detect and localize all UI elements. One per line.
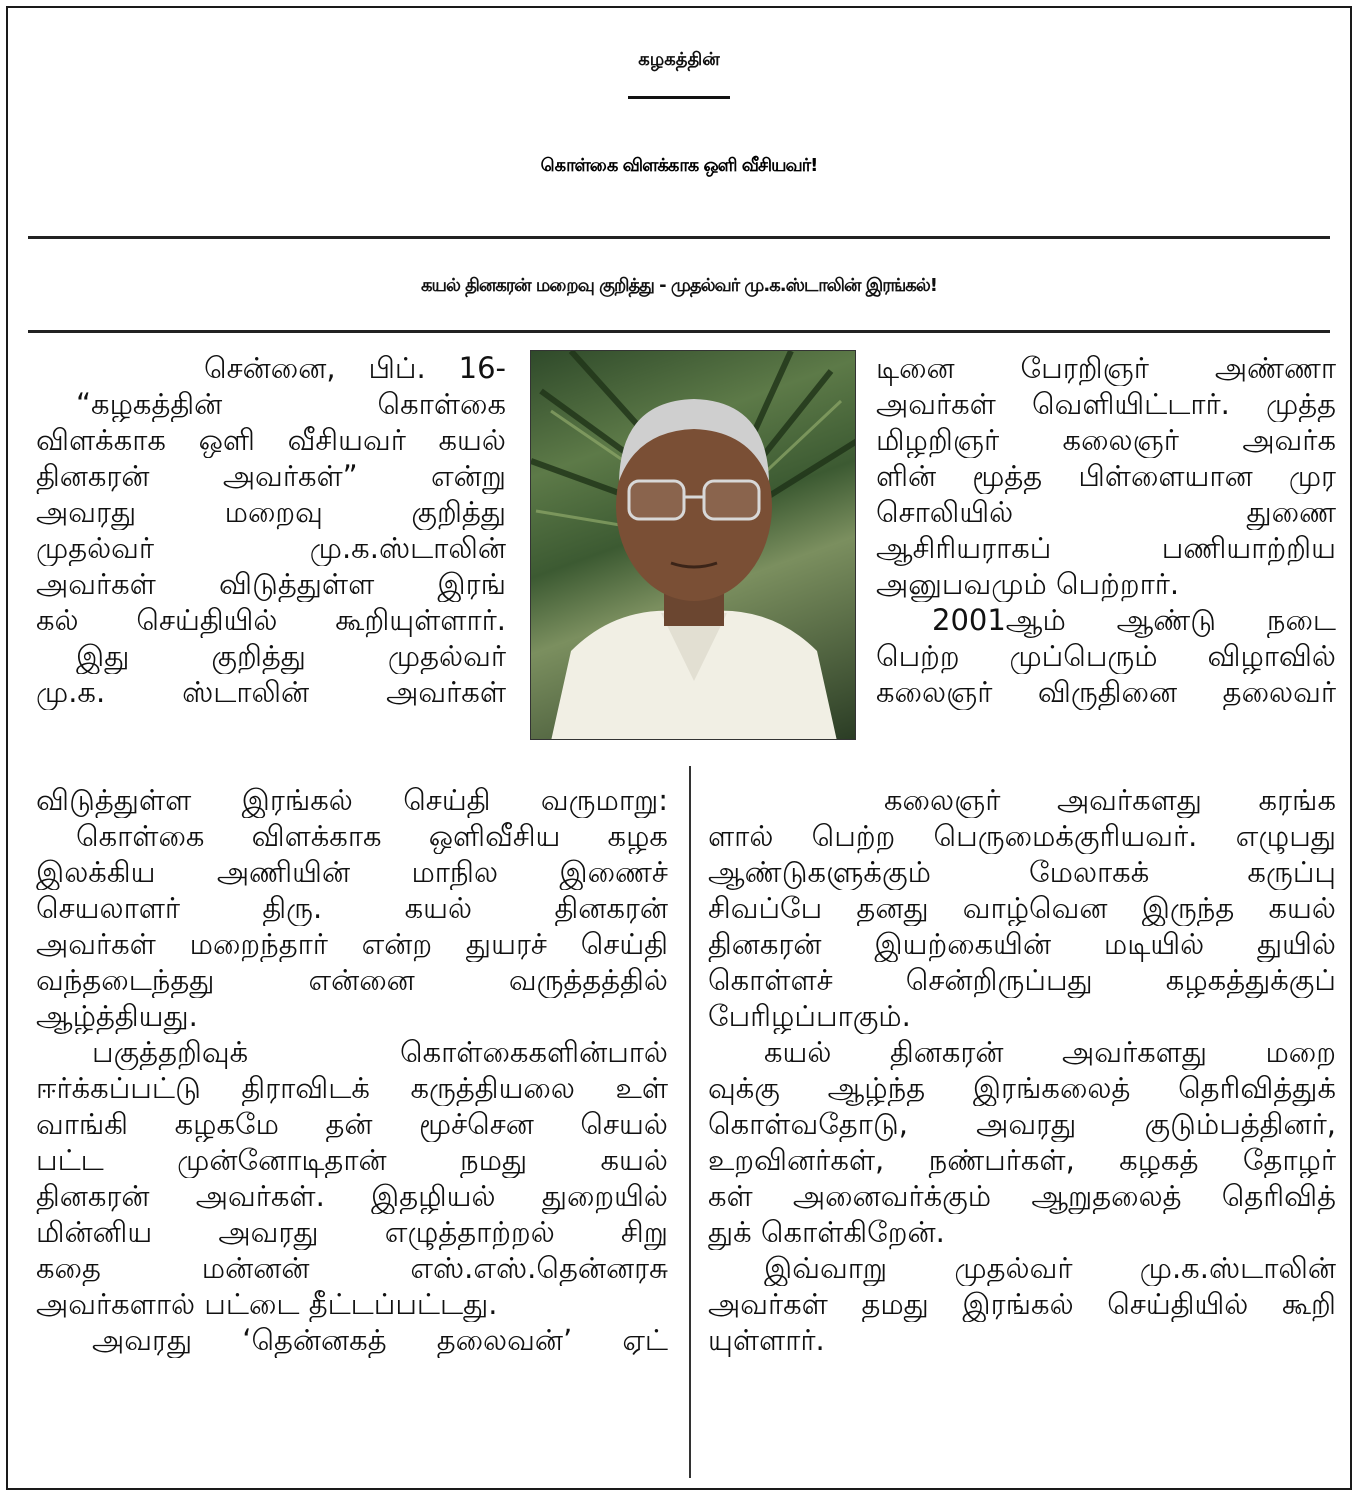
text-line: “கழகத்தின் கொள்கை xyxy=(76,387,506,421)
text-line: அவர்கள் தமது இரங்கல் செய்தியில் கூறி xyxy=(708,1287,1336,1321)
text-line: ஆண்டுகளுக்கும் மேலாகக் கருப்பு xyxy=(708,855,1336,889)
text-line: முதல்வர் மு.க.ஸ்டாலின் xyxy=(36,531,506,565)
text-line: இவ்வாறு முதல்வர் மு.க.ஸ்டாலின் xyxy=(764,1251,1336,1285)
text-line: வாங்கி கழகமே தன் மூச்சென செயல் xyxy=(36,1107,668,1141)
text-line: கதை மன்னன் எஸ்.எஸ்.தென்னரசு xyxy=(36,1251,668,1285)
text-line: கொள்ளச் சென்றிருப்பது கழகத்துக்குப் xyxy=(708,963,1336,997)
headline: கொள்கை விளக்காக ஒளி வீசியவர்! xyxy=(540,155,818,176)
text-line: ஈர்க்கப்பட்டு திராவிடக் கருத்தியலை உள் xyxy=(36,1071,668,1105)
text-line: யுள்ளார். xyxy=(708,1323,825,1357)
text-line: ளின் மூத்த பிள்ளையான முர xyxy=(876,459,1336,493)
text-line: தினகரன் அவர்கள்” என்று xyxy=(36,459,506,493)
text-line: டினை பேரறிஞர் அண்ணா xyxy=(876,351,1336,385)
text-line: கயல் தினகரன் அவர்களது மறை xyxy=(764,1035,1336,1069)
text-line: பட்ட முன்னோடிதான் நமது கயல் xyxy=(36,1143,668,1177)
text-line: துக் கொள்கிறேன். xyxy=(708,1215,945,1249)
text-line: கொள்வதோடு, அவரது குடும்பத்தினர், xyxy=(708,1107,1336,1141)
text-line: கலைஞர் அவர்களது கரங்க xyxy=(884,783,1336,817)
text-line: மிழறிஞர் கலைஞர் அவர்க xyxy=(876,423,1336,457)
text-line: ஆசிரியராகப் பணியாற்றிய xyxy=(876,531,1336,565)
text-line: செயலாளர் திரு. கயல் தினகரன் xyxy=(36,891,668,925)
column-1-bottom xyxy=(36,782,668,1358)
text-line: விளக்காக ஒளி வீசியவர் கயல் xyxy=(36,423,506,457)
dateline: சென்னை, பிப். 16- xyxy=(204,351,506,385)
text-line: அவரது மறைவு குறித்து xyxy=(36,495,506,529)
column-1-top xyxy=(36,350,506,710)
text-line: கொள்கை விளக்காக ஒளிவீசிய கழக xyxy=(76,819,668,853)
text-line: உறவினர்கள், நண்பர்கள், கழகத் தோழர் xyxy=(708,1143,1336,1177)
kicker: கழகத்தின் xyxy=(8,28,1350,99)
text-line: மின்னிய அவரது எழுத்தாற்றல் சிறு xyxy=(36,1215,668,1249)
text-line: கலைஞர் விருதினை தலைவர் xyxy=(876,675,1336,709)
divider xyxy=(28,330,1330,333)
text-line: அனுபவமும் பெற்றார். xyxy=(876,567,1180,601)
subheadline: கயல் தினகரன் மறைவு குறித்து - முதல்வர் மு.க.ஸ்டாலின் இரங்கல்! xyxy=(421,275,937,296)
text-line: பகுத்தறிவுக் கொள்கைகளின்பால் xyxy=(92,1035,668,1069)
portrait-photo xyxy=(530,350,856,740)
text-line: 2001ஆம் ஆண்டு நடை xyxy=(932,603,1336,637)
text-line: சிவப்பே தனது வாழ்வென இருந்த கயல் xyxy=(708,891,1336,925)
text-line: சொலியில் துணை xyxy=(876,495,1336,529)
text-line: அவர்களால் பட்டை தீட்டப்பட்டது. xyxy=(36,1287,498,1321)
text-line: ஆழ்த்தியது. xyxy=(36,999,198,1033)
text-line: அவர்கள் வெளியிட்டார். முத்த xyxy=(876,387,1336,421)
text-line: விடுத்துள்ள இரங்கல் செய்தி வருமாறு: xyxy=(36,783,668,817)
text-line: இது குறித்து முதல்வர் xyxy=(76,639,506,673)
text-line: இலக்கிய அணியின் மாநில இணைச் xyxy=(36,855,668,889)
news-clipping xyxy=(6,6,1352,1490)
text-line: பேரிழப்பாகும். xyxy=(708,999,911,1033)
text-line: அவர்கள் விடுத்துள்ள இரங் xyxy=(36,567,506,601)
column-divider xyxy=(689,766,691,1478)
text-line: பெற்ற முப்பெரும் விழாவில் xyxy=(876,639,1336,673)
text-line: ளால் பெற்ற பெருமைக்குரியவர். எழுபது xyxy=(708,819,1336,853)
divider xyxy=(28,236,1330,239)
text-line: தினகரன் இயற்கையின் மடியில் துயில் xyxy=(708,927,1336,961)
column-2-top xyxy=(876,350,1336,710)
text-line: மு.க. ஸ்டாலின் அவர்கள் xyxy=(36,675,506,709)
text-line: தினகரன் அவர்கள். இதழியல் துறையில் xyxy=(36,1179,668,1213)
text-line: அவர்கள் மறைந்தார் என்ற துயரச் செய்தி xyxy=(36,927,668,961)
text-line: அவரது ‘தென்னகத் தலைவன்’ ஏட் xyxy=(92,1323,668,1357)
text-line: கல் செய்தியில் கூறியுள்ளார். xyxy=(36,603,506,637)
text-line: வந்தடைந்தது என்னை வருத்தத்தில் xyxy=(36,963,668,997)
text-line: கள் அனைவர்க்கும் ஆறுதலைத் தெரிவித் xyxy=(708,1179,1336,1213)
column-2-bottom xyxy=(708,782,1336,1358)
text-line: வுக்கு ஆழ்ந்த இரங்கலைத் தெரிவித்துக் xyxy=(708,1071,1336,1105)
